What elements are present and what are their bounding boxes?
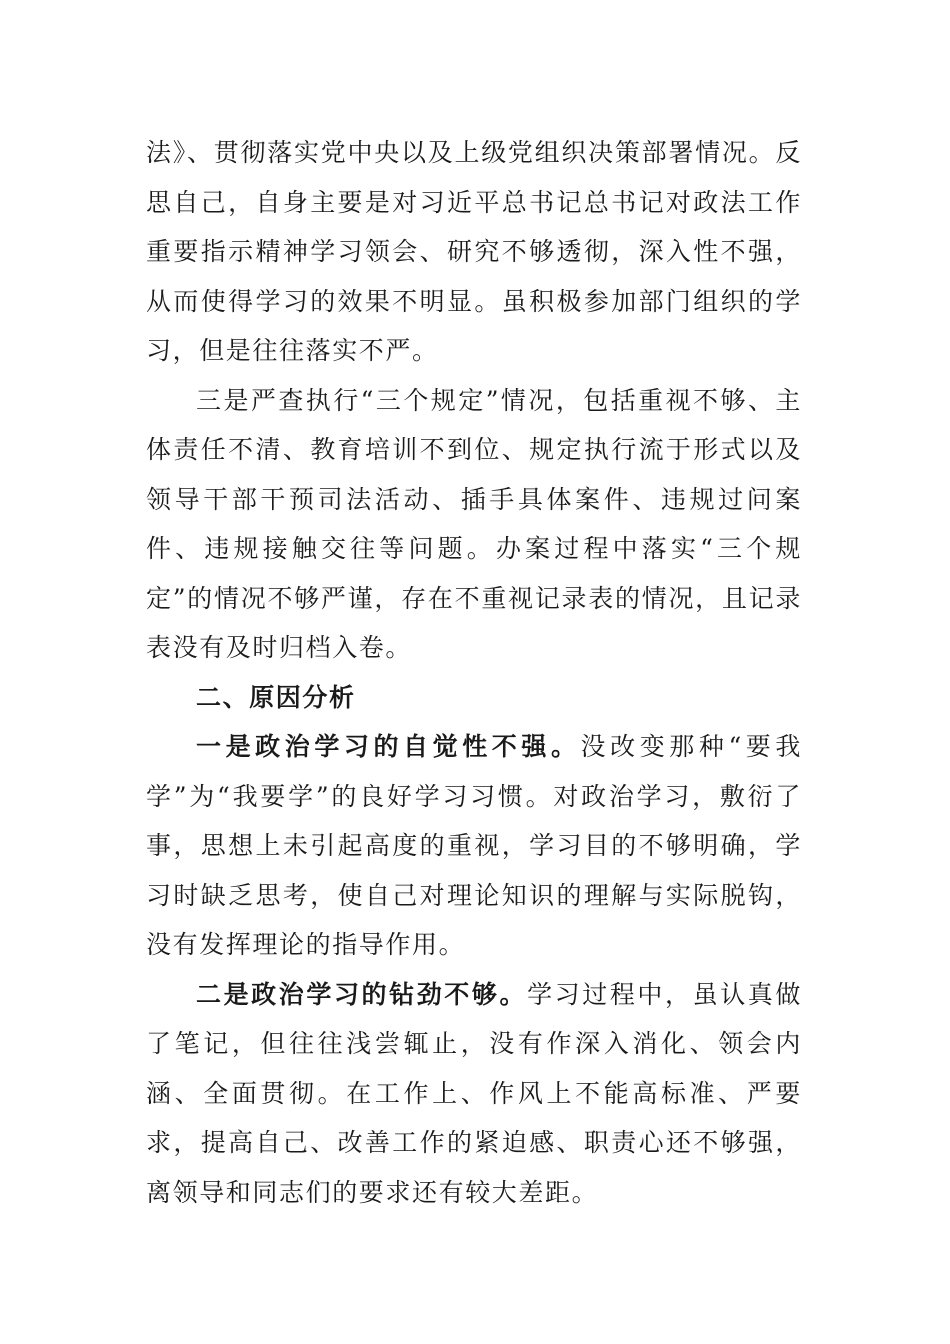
section-heading-cause-analysis (146, 673, 802, 723)
heading-text: 二、原因分析 (196, 682, 356, 712)
paragraph-continuation (146, 128, 802, 376)
paragraph-lead-bold: 二是政治学习的钻劲不够。 (196, 979, 528, 1009)
paragraph-text: 三是严查执行“三个规定”情况，包括重视不够、主体责任不清、教育培训不到位、规定执行流于形式以及领导干部干预司法活动、插手具体案件、违规过问案件、违规接触交往等问题。办案过程中落实“三个规定”的情况不够严谨，存在不重视记录表的情况，且记录表没有及时归档入卷。 (146, 385, 802, 662)
paragraph-text: 没改变那种“要我学”为“我要学”的良好学习习惯。对政治学习，敷衍了事，思想上未引起高度的重视，学习目的不够明确，学习时缺乏思考，使自己对理论知识的理解与实际脱钩，没有发挥理论的指导作用。 (146, 732, 802, 959)
paragraph-lead-bold: 一是政治学习的自觉性不强。 (196, 732, 581, 761)
paragraph-self-awareness (146, 722, 802, 970)
document-page (146, 128, 802, 1217)
paragraph-text: 法》、贯彻落实党中央以及上级党组织决策部署情况。反思自己，自身主要是对习近平总书记总书记对政法工作重要指示精神学习领会、研究不够透彻，深入性不强，从而使得学习的效果不明显。虽积极参加部门组织的学习，但是往往落实不严。 (146, 138, 802, 365)
paragraph-text: 学习过程中，虽认真做了笔记，但往往浅尝辄止，没有作深入消化、领会内涵、全面贯彻。在工作上、作风上不能高标准、严要求，提高自己、改善工作的紧迫感、职责心还不够强，离领导和同志们的要求还有较大差距。 (146, 979, 802, 1207)
paragraph-study-drive (146, 970, 802, 1218)
paragraph-three-regulations (146, 376, 802, 673)
